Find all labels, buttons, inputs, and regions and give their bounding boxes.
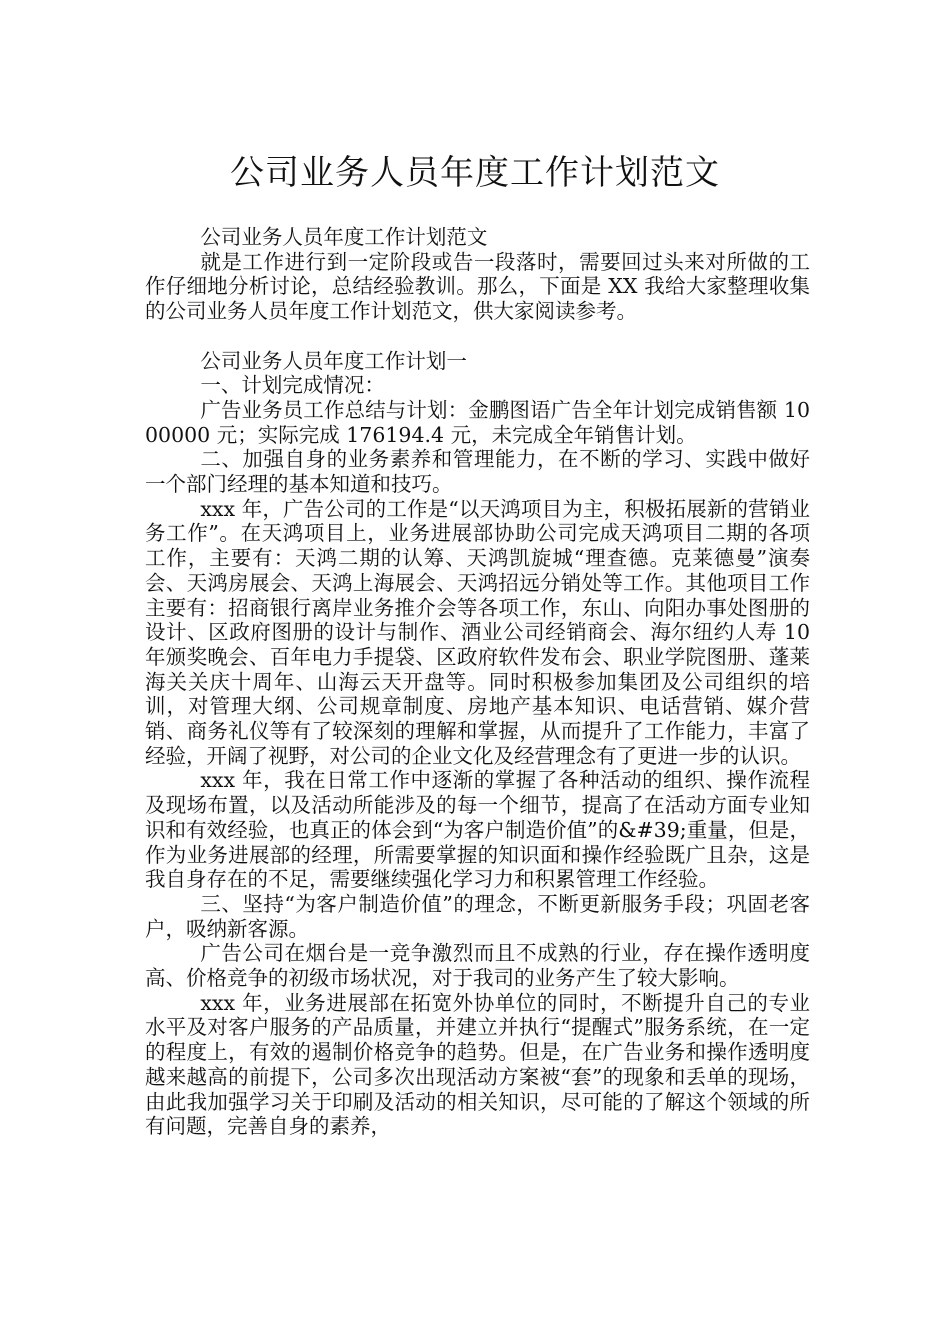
paragraph-service-system: xxx 年，业务进展部在拓宽外协单位的同时，不断提升自己的专业水平及对客户服务的产品质量，并建立并执行“提醒式”服务系统，在一定的程度上，有效的遏制价格竞争的趋势。但是，在广告业务和操作透明度越来越高的前提下，公司多次出现活动方案被“套”的现象和丢单的现场，由此我加强学习关于印刷及活动的相关知识，尽可能的了解这个领域的所有问题，完善自身的素养， xyxy=(145,990,810,1139)
paragraph-section-2-heading: 二、加强自身的业务素养和管理能力，在不断的学习、实践中做好一个部门经理的基本知道和技巧。 xyxy=(145,447,810,497)
paragraph-work-review: xxx 年，广告公司的工作是“以天鸿项目为主，积极拓展新的营销业务工作”。在天鸿项目上，业务进展部协助公司完成天鸿项目二期的各项工作，主要有：天鸿二期的认筹、天鸿凯旋城“理查德。克莱德曼”演奏会、天鸿房展会、天鸿上海展会、天鸿招远分销处等工作。其他项目工作主要有：招商银行离岸业务推介会等各项工作，东山、向阳办事处图册的设计、区政府图册的设计与制作、酒业公司经销商会、海尔纽约人寿 10 年颁奖晚会、百年电力手提袋、区政府软件发布会、职业学院图册、蓬莱海关关庆十周年、山海云天开盘等。同时积极参加集团及公司组织的培训，对管理大纲、公司规章制度、房地产基本知识、电话营销、媒介营销、商务礼仪等有了较深刻的理解和掌握，从而提升了工作能力，丰富了经验，开阔了视野，对公司的企业文化及经营理念有了更进一步的认识。 xyxy=(145,496,810,768)
paragraph-section-3-heading: 三、坚持“为客户制造价值”的理念，不断更新服务手段；巩固老客户，吸纳新客源。 xyxy=(145,891,810,941)
document-title: 公司业务人员年度工作计划范文 xyxy=(230,152,720,193)
paragraph-intro: 就是工作进行到一定阶段或告一段落时，需要回过头来对所做的工作仔细地分析讨论，总结经验教训。那么，下面是 XX 我给大家整理收集的公司业务人员年度工作计划范文，供大家阅读参考。 xyxy=(145,249,810,324)
paragraph-plan-heading: 公司业务人员年度工作计划一 xyxy=(200,348,467,373)
paragraph-spacer xyxy=(145,324,810,349)
paragraph-subtitle: 公司业务人员年度工作计划范文 xyxy=(200,225,488,249)
paragraph-sales-summary: 广告业务员工作总结与计划：金鹏图语广告全年计划完成销售额 1000000 元；实际完成 176194.4 元，未完成全年销售计划。 xyxy=(145,397,810,447)
paragraph-market-status: 广告公司在烟台是一竞争激烈而且不成熟的行业，存在操作透明度高、价格竞争的初级市场状况，对于我司的业务产生了较大影响。 xyxy=(145,941,810,991)
paragraph-section-1-heading: 一、计划完成情况： xyxy=(200,373,385,398)
document-body xyxy=(145,225,810,1139)
paragraph-experience: xxx 年，我在日常工作中逐渐的掌握了各种活动的组织、操作流程及现场布置，以及活动所能涉及的每一个细节，提高了在活动方面专业知识和有效经验，也真正的体会到“为客户制造价值”的&#39;重量，但是，作为业务进展部的经理，所需要掌握的知识面和操作经验既广且杂，这是我自身存在的不足，需要继续强化学习力和积累管理工作经验。 xyxy=(145,768,810,892)
